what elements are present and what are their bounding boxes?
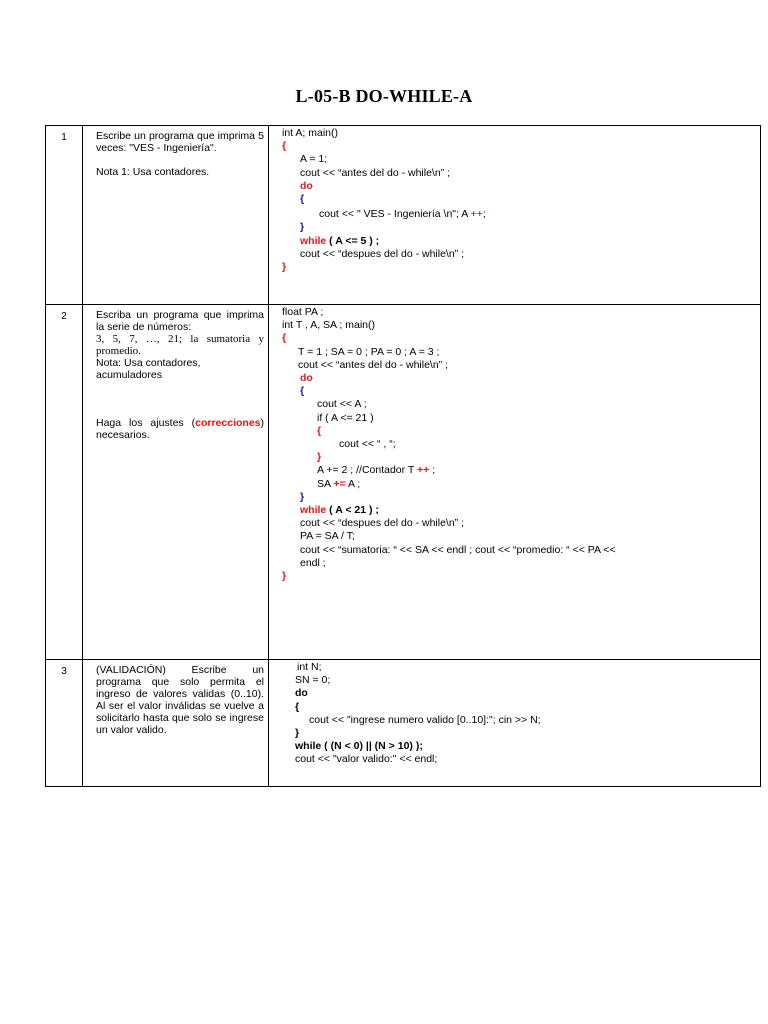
code-line: cout << "valor valido:" << endl;	[295, 753, 438, 766]
code-line: do	[300, 179, 313, 192]
code-line	[282, 504, 756, 517]
exercise-description	[83, 126, 269, 305]
code-line: cout << A ;	[317, 398, 367, 411]
code-line	[282, 206, 756, 221]
description-note: Nota 1: Usa contadores.	[96, 166, 210, 178]
increment-operator: ++	[417, 464, 430, 477]
code-line: do	[295, 687, 308, 700]
exercise-number: 3	[46, 660, 83, 787]
description-text: Haga los ajustes (	[96, 417, 196, 429]
code-text: ;	[482, 208, 486, 221]
code-line: {	[317, 424, 322, 437]
code-line: }	[282, 570, 287, 583]
code-line: {	[300, 193, 305, 206]
code-block	[269, 126, 761, 305]
exercise-description	[83, 305, 269, 660]
code-line: cout << “antes del do - while\n” ;	[300, 166, 450, 179]
description-adjust	[96, 417, 264, 441]
exercise-number: 1	[46, 126, 83, 305]
code-line	[282, 235, 756, 248]
code-text: cout << " VES - Ingeniería \n"; A	[319, 208, 471, 221]
code-line: cout << “despues del do - while\n” ;	[300, 517, 465, 530]
code-line: }	[300, 221, 305, 234]
description-text: Escriba un programa que imprima la serie de números:	[96, 309, 264, 333]
code-line: PA = SA / T;	[300, 530, 355, 543]
code-line: int N;	[297, 661, 322, 673]
code-line: endl ;	[300, 556, 326, 569]
code-line: SN = 0;	[295, 674, 331, 687]
code-line: cout << "ingrese numero valido [0..10]:"; cin >> N;	[309, 713, 541, 726]
code-line: cout << “antes del do - while\n” ;	[298, 358, 448, 371]
code-line: A = 1;	[300, 153, 328, 166]
code-line: {	[300, 385, 305, 398]
corrections-highlight: correcciones	[195, 417, 261, 429]
accumulate-operator: +=	[333, 477, 346, 490]
code-line: }	[300, 490, 305, 503]
description-text: Escribe un programa que imprima 5 veces: "VES - Ingeniería".	[96, 130, 264, 154]
document-title: L-05-B DO-WHILE-A	[295, 86, 473, 106]
code-line: {	[282, 332, 287, 345]
increment-operator: ++	[470, 208, 483, 221]
code-line: if ( A <= 21 )	[317, 411, 374, 424]
code-line: }	[295, 727, 300, 740]
code-text: A ;	[345, 477, 361, 490]
table-row	[46, 660, 761, 787]
code-line: int A; main()	[282, 127, 339, 139]
exercise-table	[45, 125, 761, 787]
table-row	[46, 126, 761, 305]
code-text: ( A < 21 ) ;	[326, 504, 379, 517]
code-line: }	[317, 451, 322, 464]
exercise-description	[83, 660, 269, 787]
code-text: A += 2 ; //Contador T	[317, 464, 418, 477]
code-line: do	[300, 372, 313, 385]
code-line: cout << “sumatoria: “ << SA << endl ; cout << “promedio: “ << PA <<	[300, 543, 616, 556]
code-line: while ( (N < 0) || (N > 10) );	[295, 740, 423, 753]
code-block	[269, 305, 761, 660]
code-text: SA	[317, 477, 334, 490]
while-keyword: while	[300, 504, 327, 517]
code-line: {	[295, 700, 300, 713]
code-line: float PA ;	[282, 306, 324, 318]
code-line: }	[282, 261, 287, 274]
exercise-number: 2	[46, 305, 83, 660]
code-line	[282, 478, 756, 491]
while-keyword: while	[300, 234, 327, 247]
description-text: (VALIDACIÓN) Escribe un programa que solo permita el ingreso de valores validas (0..10). Al ser el valor inválidas se vuelve a solicitarlo hasta que solo se ingrese un valor valido.	[96, 664, 264, 736]
code-text: ( A <= 5 ) ;	[326, 234, 380, 247]
table-row	[46, 305, 761, 660]
description-text: ) necesarios.	[96, 417, 264, 441]
description-series: 3, 5, 7, …, 21; la sumatoria y promedio.	[96, 333, 264, 357]
code-block	[269, 660, 761, 787]
code-line: T = 1 ; SA = 0 ; PA = 0 ; A = 3 ;	[298, 345, 440, 358]
code-line: cout << “despues del do - while\n” ;	[300, 247, 465, 260]
description-note: Nota: Usa contadores, acumuladores	[96, 357, 201, 381]
code-text: ;	[429, 464, 436, 477]
code-line	[282, 464, 756, 477]
code-line: cout << “ , “;	[339, 438, 396, 451]
code-line: {	[282, 140, 287, 153]
code-line: int T , A, SA ; main()	[282, 319, 375, 332]
